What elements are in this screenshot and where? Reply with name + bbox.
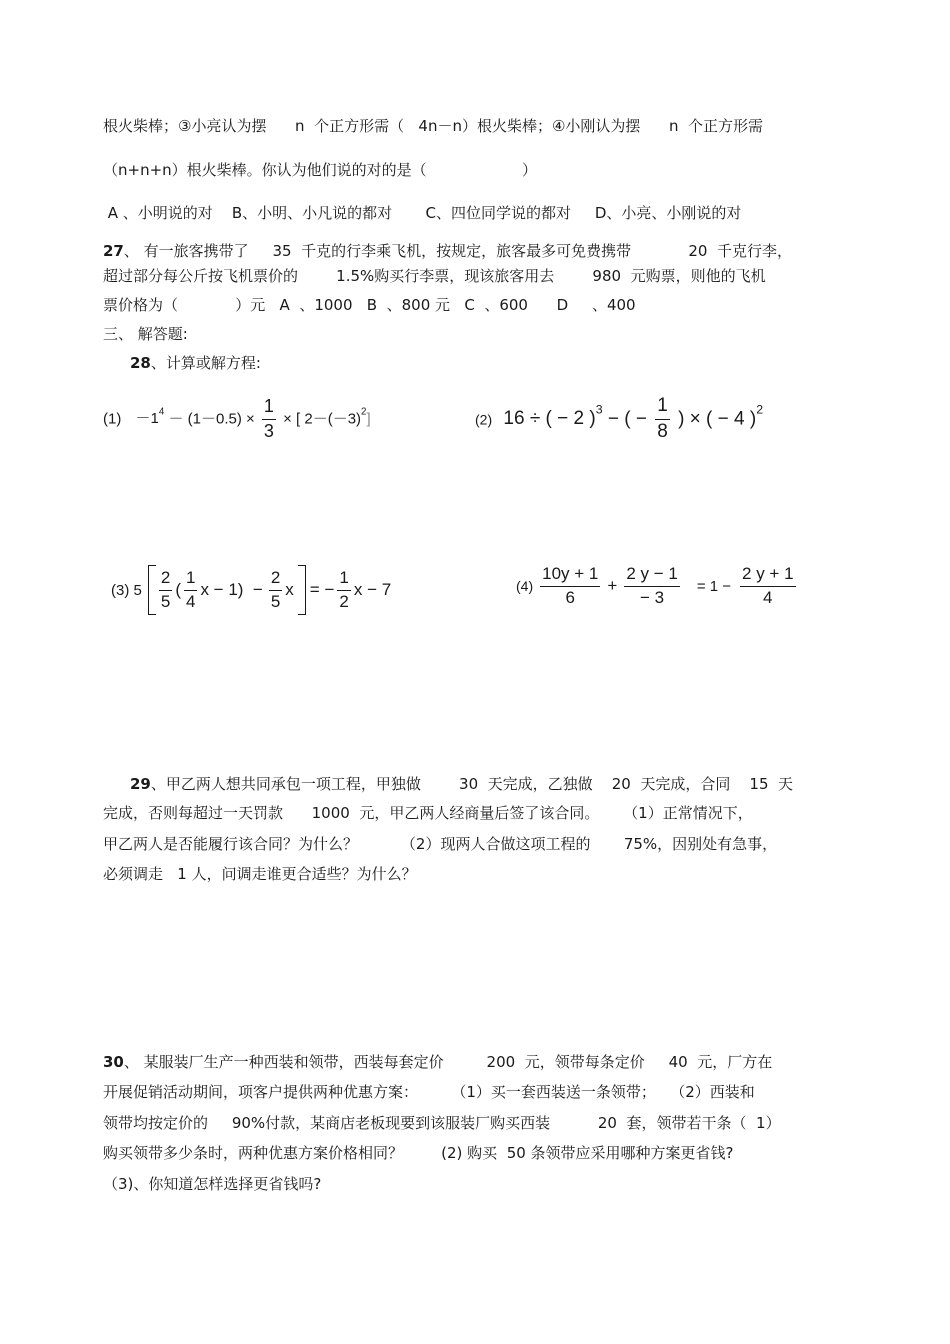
q28-p3-f4-den: 2 xyxy=(339,591,349,611)
q28-p3-bracket-open xyxy=(148,565,156,615)
q28-p1-bracket-close: ] xyxy=(366,410,371,428)
q28-p3-equals: = − xyxy=(309,580,335,599)
q28-p3-fraction-4 xyxy=(337,569,350,611)
q28-p3-label: (3) 5 xyxy=(111,581,142,599)
q30-line-1 xyxy=(103,1052,772,1072)
q28-p3-f1-den: 5 xyxy=(160,591,171,611)
q28-p4-f3-den: 4 xyxy=(763,587,773,607)
q28-p4-f2-den: − 3 xyxy=(640,587,665,607)
q28-number: 28 xyxy=(130,354,151,372)
q28-p3-f1-num: 2 xyxy=(159,569,172,591)
q28-p4-fraction-2 xyxy=(624,565,680,607)
q28-p1-term-c: × [ 2－(－3) xyxy=(283,410,362,428)
q28-p2-frac-num: 1 xyxy=(655,396,670,420)
q28-problem-3 xyxy=(111,565,391,615)
q28-p4-f2-num: 2 y − 1 xyxy=(624,565,680,587)
q28-p2-exp-a: 3 xyxy=(595,402,603,417)
q28-p3-middle: x − 1) − xyxy=(200,580,263,599)
q28-p3-fraction-1 xyxy=(159,569,172,611)
q28-p3-f3-num: 2 xyxy=(269,569,282,591)
q28-p3-f3-den: 5 xyxy=(270,591,281,611)
q30-line-3: 领带均按定价的 90%付款，某商店老板现要到该服装厂购买西装 20 套，领带若干条（ 1） xyxy=(103,1114,781,1132)
q28-p3-f2-den: 4 xyxy=(185,591,196,611)
q28-p3-x: x xyxy=(285,580,294,599)
q28-p3-f2-num: 1 xyxy=(184,569,197,591)
q28-problem-4 xyxy=(516,565,799,607)
q28-p1-label: (1) xyxy=(103,410,122,428)
q28-p3-bracket-close xyxy=(298,565,306,615)
q29-line-4: 必须调走 1 人，问调走谁更合适些？为什么？ xyxy=(103,865,417,883)
q28-p3-f4-num: 1 xyxy=(337,569,350,591)
q28-p2-term-a: 16 ÷ ( − 2 ) xyxy=(503,408,596,430)
q27-text-1: 、 有一旅客携带了 35 千克的行李乘飞机，按规定，旅客最多可免费携带 20 千克行李， xyxy=(123,242,792,260)
q28-p4-f1-den: 6 xyxy=(565,587,575,607)
q30-text-1: 、 某服装厂生产一种西装和领带，西装每套定价 200 元，领带每条定价 40 元，厂方在 xyxy=(123,1053,773,1071)
q27-number: 27 xyxy=(103,242,124,260)
q29-line-2: 完成，否则每超过一天罚款 1000 元，甲乙两人经商量后签了该合同。 （1）正常情况下， xyxy=(103,804,753,822)
q27-line-1 xyxy=(103,241,792,261)
q29-text-1: 、甲乙两人想共同承包一项工程，甲独做 30 天完成，乙独做 20 天完成，合同 15 天 xyxy=(150,775,794,793)
q28-title xyxy=(130,353,261,373)
q28-p1-fraction xyxy=(262,397,276,442)
q28-p4-f1-num: 10y + 1 xyxy=(540,565,600,587)
q28-p4-fraction-1 xyxy=(540,565,600,607)
q29-number: 29 xyxy=(130,775,151,793)
q28-p3-fraction-3 xyxy=(269,569,282,611)
q28-p4-label: (4) xyxy=(516,578,534,595)
q30-line-2: 开展促销活动期间，项客户提供两种优惠方案： （1）买一套西装送一条领带； （2）西装和 xyxy=(103,1083,755,1101)
q26-line-1: 根火柴棒；③小亮认为摆 n 个正方形需（ 4n－n）根火柴棒；④小刚认为摆 n 个正方形需 xyxy=(103,117,764,135)
q28-p1-term-a: －1 xyxy=(135,410,159,428)
q28-p4-plus: + xyxy=(607,576,618,596)
q27-line-2: 超过部分每公斤按飞机票价的 1.5%购买行李票，现该旅客用去 980 元购票，则他的飞机 xyxy=(103,267,766,285)
q28-p1-frac-den: 3 xyxy=(263,420,274,441)
q28-p4-equals: = 1 − xyxy=(696,577,732,595)
q28-p3-tail: x − 7 xyxy=(353,580,392,599)
q28-p1-term-b: － (1－0.5) × xyxy=(168,410,255,428)
q27-line-3: 票价格为（ ）元 A 、1000 B 、800 元 C 、600 D 、400 xyxy=(103,296,636,314)
q28-p1-exp-c: 2 xyxy=(361,406,367,418)
q28-p2-label: (2) xyxy=(475,411,493,428)
q28-p1-exp-a: 4 xyxy=(158,406,165,418)
q29-line-3: 甲乙两人是否能履行该合同？为什么？ （2）现两人合做这项工程的 75%，因别处有急事， xyxy=(103,835,778,853)
section-3-title: 三、 解答题: xyxy=(103,325,188,343)
q30-line-4: 购买领带多少条时，两种优惠方案价格相同？ (2) 购买 50 条领带应采用哪种方案更省钱? xyxy=(103,1144,734,1162)
q30-number: 30 xyxy=(103,1053,124,1071)
q28-p3-paren-open: ( xyxy=(175,580,181,599)
q28-p2-term-c: ) × ( − 4 ) xyxy=(678,408,757,430)
q28-p4-f3-num: 2 y + 1 xyxy=(740,565,796,587)
q28-p2-fraction xyxy=(655,396,670,443)
q28-p2-term-b: − ( − xyxy=(607,408,647,430)
q30-line-5: （3)、你知道怎样选择更省钱吗? xyxy=(103,1175,322,1193)
q28-problem-1 xyxy=(103,397,371,442)
q28-p1-frac-num: 1 xyxy=(262,397,276,420)
q26-line-2: （n+n+n）根火柴棒。你认为他们说的对的是（ ） xyxy=(103,161,538,179)
q26-options: A 、小明说的对 B、小明、小凡说的都对 C、四位同学说的都对 D、小亮、小刚说的对 xyxy=(103,204,742,222)
q28-p3-fraction-2 xyxy=(184,569,197,611)
q28-problem-2 xyxy=(475,396,763,443)
q28-p4-fraction-3 xyxy=(740,565,796,607)
q29-line-1 xyxy=(130,774,793,794)
q28-title-text: 、计算或解方程: xyxy=(150,354,261,372)
q28-p2-frac-den: 8 xyxy=(657,420,668,442)
q28-p2-exp-c: 2 xyxy=(756,402,764,417)
